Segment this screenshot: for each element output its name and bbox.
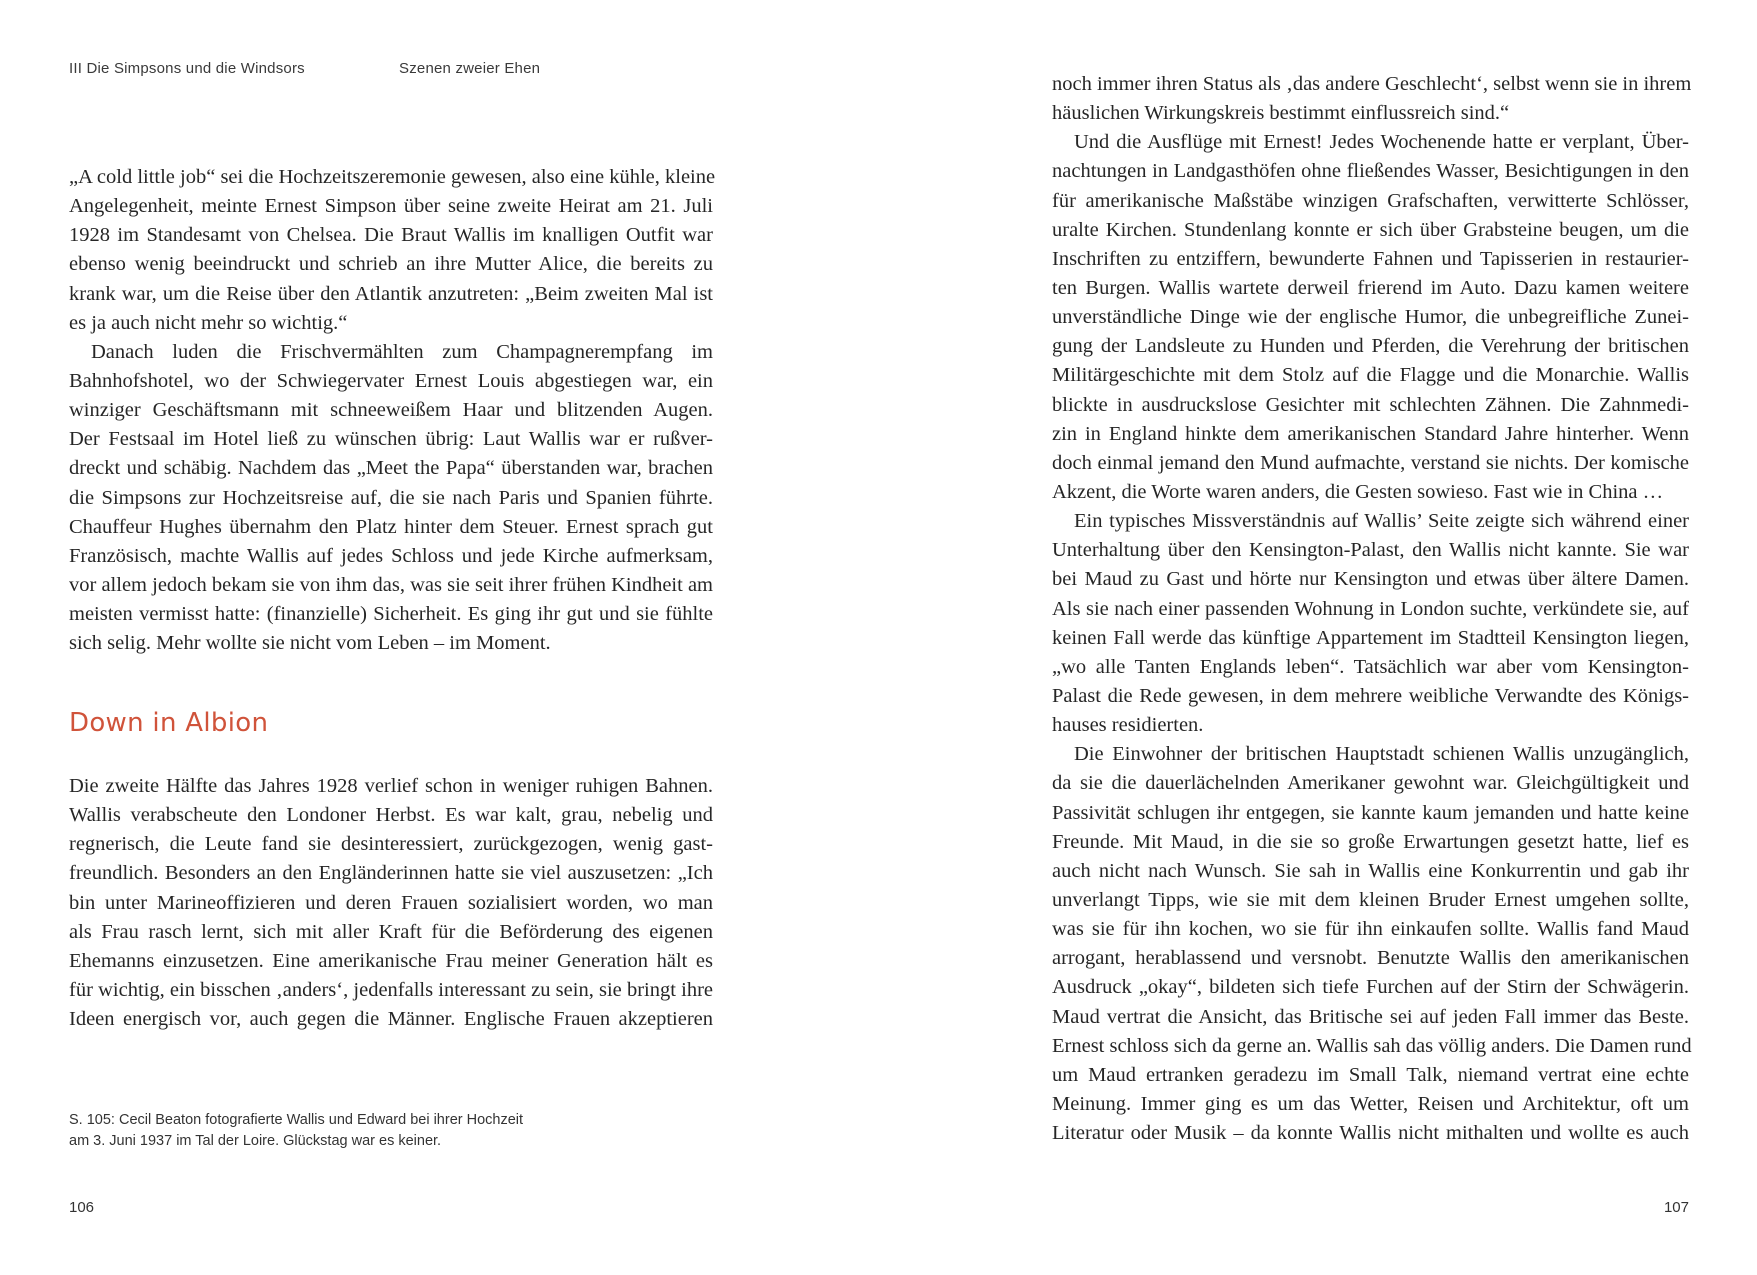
text-line: nachtungen in Landgasthöfen ohne fließendes Wasser, Besichtigungen in den xyxy=(1052,160,1689,183)
text-line: regnerisch, die Leute fand sie desinteressiert, zurückgezogen, wenig gast- xyxy=(69,833,713,856)
text-line: gung der Landsleute zu Hunden und Pferden, die Verehrung der britischen xyxy=(1052,335,1689,358)
text-line: Chauffeur Hughes übernahm den Platz hinter dem Steuer. Ernest sprach gut xyxy=(69,515,713,538)
text-line: häuslichen Wirkungskreis bestimmt einflussreich sind.“ xyxy=(1052,102,1510,125)
running-head-chapter: III Die Simpsons und die Windsors xyxy=(69,60,305,77)
text-line: Die zweite Hälfte das Jahres 1928 verlief schon in weniger ruhigen Bahnen. xyxy=(69,775,713,797)
text-line: Maud vertrat die Ansicht, das Britische sei auf jeden Fall immer das Beste. xyxy=(1052,1005,1689,1028)
text-line: für amerikanische Maßstäbe winzigen Grafschaften, verwitterte Schlösser, xyxy=(1052,189,1689,212)
text-line: um Maud ertranken geradezu im Small Talk, niemand vertrat eine echte xyxy=(1052,1063,1689,1086)
text-line: 1928 im Standesamt von Chelsea. Die Braut Wallis im knalligen Outfit war xyxy=(69,224,713,247)
text-line: Ideen energisch vor, auch gegen die Männer. Englische Frauen akzeptieren xyxy=(69,1008,713,1031)
text-line: Und die Ausflüge mit Ernest! Jedes Wochenende hatte er verplant, Über- xyxy=(1074,131,1689,154)
text-line: Wallis verabscheute den Londoner Herbst. Es war kalt, grau, nebelig und xyxy=(69,804,713,827)
text-line: ten Burgen. Wallis wartete derweil frierend im Auto. Dazu kamen weitere xyxy=(1052,276,1689,299)
text-line: für wichtig, ein bisschen ‚anders‘, jedenfalls interessant zu sein, sie bringt ihre xyxy=(69,978,713,1001)
text-line: bin unter Marineoffizieren und deren Frauen sozialisiert worden, wo man xyxy=(69,891,713,914)
text-line: winziger Geschäftsmann mit schneeweißem Haar und blitzenden Augen. xyxy=(69,399,713,422)
text-line: freundlich. Besonders an den Engländerinnen hatte sie viel auszusetzen: „Ich xyxy=(69,862,713,885)
text-line: arrogant, herablassend und versnobt. Benutzte Wallis den amerikanischen xyxy=(1052,947,1689,970)
text-line: Akzent, die Worte waren anders, die Gesten sowieso. Fast wie in China … xyxy=(1052,480,1664,503)
text-line: dreckt und schäbig. Nachdem das „Meet the Papa“ überstanden war, brachen xyxy=(69,457,713,480)
text-line: blickte in ausdruckslose Gesichter mit schlechten Zähnen. Die Zahnmedi- xyxy=(1052,393,1689,416)
section-heading: Down in Albion xyxy=(69,708,269,738)
text-line: Inschriften zu entziffern, bewunderte Fahnen und Tapisserien in restaurier- xyxy=(1052,247,1689,270)
footnote-line: am 3. Juni 1937 im Tal der Loire. Glückstag war es keiner. xyxy=(69,1133,442,1149)
text-line: Ehemanns einzusetzen. Eine amerikanische Frau meiner Generation hält es xyxy=(69,949,713,972)
text-line: Die Einwohner der britischen Hauptstadt schienen Wallis unzugänglich, xyxy=(1074,743,1689,766)
text-line: Als sie nach einer passenden Wohnung in London suchte, verkündete sie, auf xyxy=(1052,597,1689,620)
image-caption-footnote xyxy=(69,1110,689,1152)
text-line: Der Festsaal im Hotel ließ zu wünschen übrig: Laut Wallis war er rußver- xyxy=(69,428,713,451)
text-line: Militärgeschichte mit dem Stolz auf die Flagge und die Monarchie. Wallis xyxy=(1052,364,1689,387)
footnote-line: S. 105: Cecil Beaton fotografierte Wallis und Edward bei ihrer Hochzeit xyxy=(69,1112,524,1128)
text-line: keinen Fall werde das künftige Appartement im Stadtteil Kensington liegen, xyxy=(1052,626,1689,649)
text-line: sich selig. Mehr wollte sie nicht vom Leben – im Moment. xyxy=(69,632,551,655)
text-line: „wo alle Tanten Englands leben“. Tatsächlich war aber vom Kensington- xyxy=(1052,655,1689,678)
text-line: Französisch, machte Wallis auf jedes Schloss und jede Kirche aufmerksam, xyxy=(69,544,713,567)
text-line: uralte Kirchen. Stundenlang konnte er sich über Grabsteine beugen, um die xyxy=(1052,218,1689,241)
right-page xyxy=(878,0,1757,1275)
text-line: unverlangt Tipps, wie sie mit dem kleinen Bruder Ernest umgehen sollte, xyxy=(1052,888,1689,911)
text-line: Meinung. Immer ging es um das Wetter, Reisen und Architektur, oft um xyxy=(1052,1092,1689,1115)
text-line: bei Maud zu Gast und hörte nur Kensington und etwas über ältere Damen. xyxy=(1052,568,1689,591)
text-line: krank war, um die Reise über den Atlantik anzutreten: „Beim zweiten Mal ist xyxy=(69,282,713,305)
text-line: auch nicht nach Wunsch. Sie sah in Wallis eine Konkurrentin und gab ihr xyxy=(1052,859,1689,882)
text-line: Bahnhofshotel, wo der Schwiegervater Ernest Louis abgestiegen war, ein xyxy=(69,369,713,392)
text-line: Ernest schloss sich da gerne an. Wallis sah das völlig anders. Die Damen rund xyxy=(1052,1034,1692,1057)
body-text-section xyxy=(69,772,713,1034)
left-page xyxy=(0,0,878,1275)
page-number-left: 106 xyxy=(69,1199,95,1216)
running-head-section: Szenen zweier Ehen xyxy=(399,60,541,77)
body-text-intro xyxy=(69,163,716,658)
text-line: noch immer ihren Status als ‚das andere Geschlecht‘, selbst wenn sie in ihrem xyxy=(1052,73,1692,95)
text-line: da sie die dauerlächelnden Amerikaner gewohnt war. Gleichgültigkeit und xyxy=(1052,772,1689,795)
text-line: „A cold little job“ sei die Hochzeitszeremonie gewesen, also eine kühle, kleine xyxy=(69,166,716,188)
text-line: meisten vermisst hatte: (finanzielle) Sicherheit. Es ging ihr gut und sie fühlte xyxy=(69,603,713,626)
text-line: zin in England hinkte dem amerikanischen Standard Jahre hinterher. Wenn xyxy=(1052,422,1689,445)
text-line: Angelegenheit, meinte Ernest Simpson über seine zweite Heirat am 21. Juli xyxy=(69,195,713,218)
text-line: hauses residierten. xyxy=(1052,714,1204,737)
text-line: doch einmal jemand den Mund aufmachte, verstand sie nichts. Der komische xyxy=(1052,451,1689,474)
text-line: als Frau rasch lernt, sich mit aller Kraft für die Beförderung des eigenen xyxy=(69,920,713,943)
text-line: was sie für ihn kochen, wo sie für ihn einkaufen sollte. Wallis fand Maud xyxy=(1052,918,1689,941)
page-number-right: 107 xyxy=(1663,1199,1689,1216)
text-line: Ausdruck „okay“, bildeten sich tiefe Furchen auf der Stirn der Schwägerin. xyxy=(1052,976,1689,999)
text-line: Literatur oder Musik – da konnte Wallis nicht mithalten und wollte es auch xyxy=(1052,1122,1689,1145)
text-line: die Simpsons zur Hochzeitsreise auf, die sie nach Paris und Spanien führte. xyxy=(69,486,713,509)
text-line: ebenso wenig beeindruckt und schrieb an ihre Mutter Alice, die bereits zu xyxy=(69,253,713,276)
text-line: Unterhaltung über den Kensington-Palast, den Wallis nicht kannte. Sie war xyxy=(1052,539,1689,562)
text-line: Freunde. Mit Maud, in die sie so große Erwartungen gesetzt hatte, lief es xyxy=(1052,830,1689,853)
text-line: es ja auch nicht mehr so wichtig.“ xyxy=(69,311,348,334)
text-line: Danach luden die Frischvermählten zum Champagnerempfang im xyxy=(91,340,713,363)
text-line: Palast die Rede gewesen, in dem mehrere weibliche Verwandte des Königs- xyxy=(1052,684,1689,707)
text-line: Passivität schlugen ihr entgegen, sie kannte kaum jemanden und hatte keine xyxy=(1052,801,1689,824)
text-line: Ein typisches Missverständnis auf Wallis’ Seite zeigte sich während einer xyxy=(1074,510,1689,533)
text-line: vor allem jedoch bekam sie von ihm das, was sie seit ihrer frühen Kindheit am xyxy=(69,573,713,596)
body-text-right xyxy=(1052,70,1692,1148)
text-line: unverständliche Dinge wie der englische Humor, die unbegreifliche Zunei- xyxy=(1052,306,1689,329)
